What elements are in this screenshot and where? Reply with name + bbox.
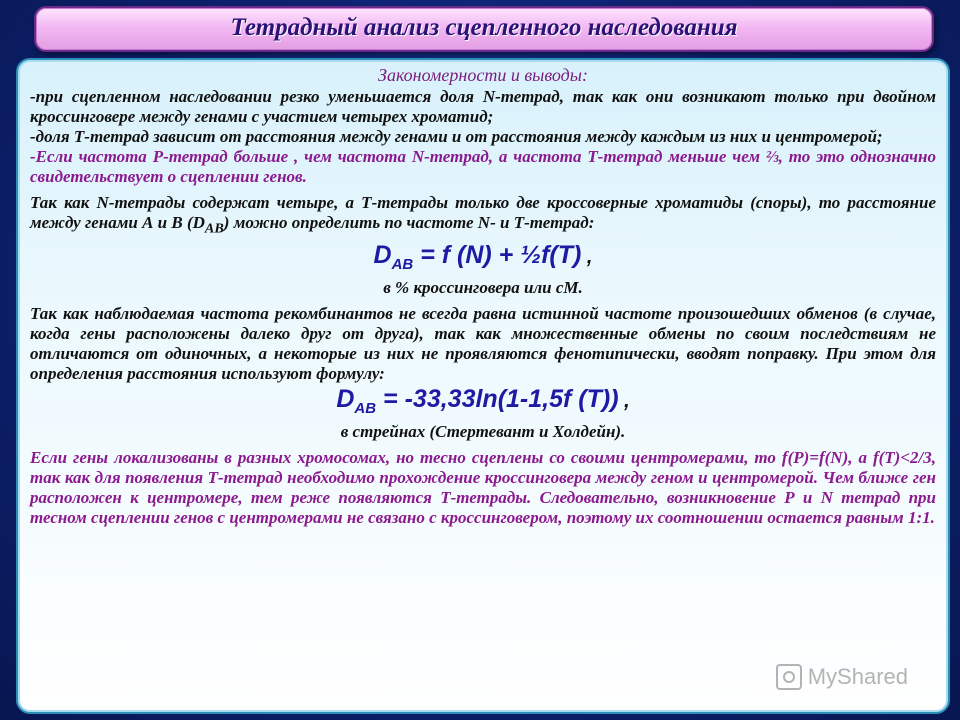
formula-correction <box>30 386 936 422</box>
formula-1-note: в % кроссинговера или сМ. <box>383 278 583 298</box>
paragraph-correction: Так как наблюдаемая частота рекомбинантов не всегда равна истинной частоте произошедших обменов (в случае, когда гены расположены далеко друг от друга), так как множественные обмены по своим последствиям не отличаются от одиночных, а некоторые из них не проявляются фенотипически, вводят поправку. При этом для определения расстояния используют формулу: <box>30 304 936 384</box>
myshared-logo-icon <box>776 664 802 690</box>
formula-2-expression: = -33,33ln(1-1,5f (T)) <box>376 385 619 414</box>
formula-2-comma: , <box>618 390 630 413</box>
paragraph-1-part-a: Так как N-тетрады содержат четыре, а Т-тетрады только две кроссоверные хроматиды (споры), то расстояние между генами А и В (D <box>30 193 936 232</box>
formula-1-expression: = f (N) + ½f(T) <box>413 241 582 270</box>
formula-2-subscript: AB <box>354 400 377 418</box>
bullet-3: -Если частота Р-тетрад больше , чем частота N-тетрад, а частота Т-тетрад меньше чем ⅔, то это однозначно свидетельствует о сцеплении генов. <box>30 147 936 186</box>
formula-2-note: в стрейнах (Стертевант и Холдейн). <box>340 422 626 442</box>
paragraph-1-part-b: ) можно определить по частоте N- и Т-тетрад: <box>223 213 595 232</box>
formula-1-comma: , <box>581 246 593 269</box>
watermark <box>776 664 908 690</box>
watermark-text: MyShared <box>807 664 908 689</box>
section-subtitle: Закономерности и выводы: <box>378 65 588 85</box>
formula-1-subscript: AB <box>391 256 414 274</box>
formula-1-d: D <box>373 241 392 270</box>
bullet-1: -при сцепленном наследовании резко уменьшается доля N-тетрад, так как они возникают только при двойном кроссинговере между генами с участием четырех хроматид; <box>30 87 936 126</box>
formula-2-d: D <box>336 385 355 414</box>
bullet-2: -доля Т-тетрад зависит от расстояния между генами и от расстояния между каждым из них и центромерой; <box>30 127 883 146</box>
paragraph-n-t-tetrads <box>30 193 936 238</box>
formula-distance <box>30 242 936 278</box>
paragraph-1-subscript: AB <box>204 220 224 237</box>
slide-title: Тетрадный анализ сцепленного наследования <box>230 14 738 41</box>
content-panel <box>16 58 950 714</box>
paragraph-centromere: Если гены локализованы в разных хромосомах, но тесно сцеплены со своими центромерами, то f(P)=f(N), а f(T)<2/3, так как для появления Т-тетрад необходимо прохождение кроссинговера между геном и центромерой. Чем ближе ген расположен к центромере, тем реже появляются Т-тетрады. Следовательно, возникновение Р и N тетрад при тесном сцеплении генов с центромерами не связано с кроссинговером, поэтому их соотношении остается равным 1:1. <box>30 448 936 528</box>
title-bar <box>34 6 934 52</box>
